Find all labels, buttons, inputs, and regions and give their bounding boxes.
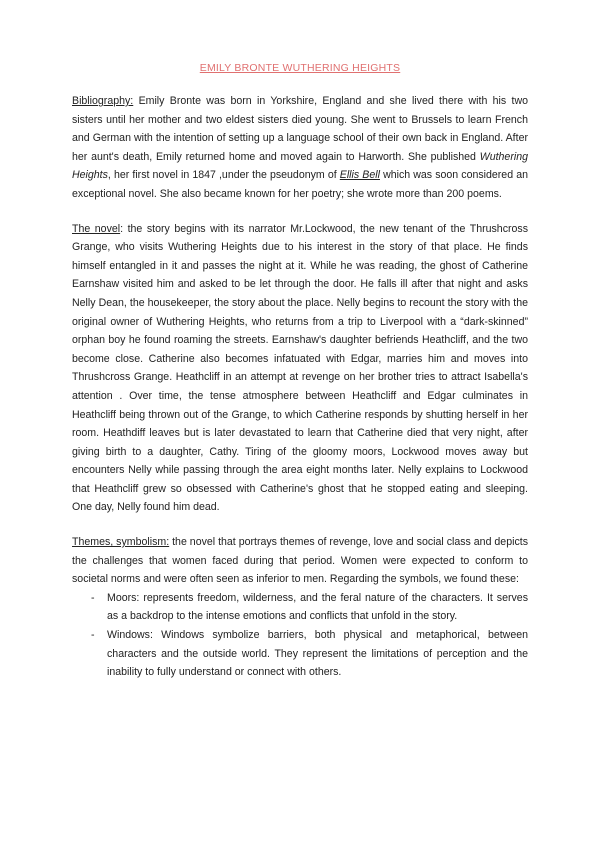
bibliography-text-3: which was soon considered an exceptional novel. She also became known for her poetry; she wrote more than 200 poems. — [72, 169, 528, 200]
list-bullet: - — [91, 591, 95, 604]
list-bullet: - — [91, 629, 95, 642]
book-title: Wuthering Heights — [72, 150, 528, 182]
bibliography-text-2: , her first novel in 1847 ,under the pseudonym of — [107, 169, 340, 182]
themes-paragraph — [72, 533, 528, 589]
novel-heading: The novel — [72, 222, 121, 235]
bibliography-heading: Bibliography: — [72, 95, 134, 107]
document-page — [72, 62, 528, 682]
list-item — [72, 589, 528, 626]
pseudonym: Ellis Bell — [339, 169, 380, 182]
list-item-text: Moors: represents freedom, wilderness, and the feral nature of the characters. It serves as a backdrop to the intense emotions and conflicts that unfold in the story. — [107, 591, 528, 623]
novel-paragraph — [72, 220, 528, 518]
themes-text: the novel that portrays themes of revenge, love and social class and depicts the challenges that women faced during that period. Women were expected to conform to societal norms and were often seen as inferior to men. Regarding the symbols, we found these: — [72, 536, 528, 586]
document-title: EMILY BRONTE WUTHERING HEIGHTS — [199, 62, 401, 74]
list-item-text: Windows: Windows symbolize barriers, both physical and metaphorical, between characters and the outside world. They represent the limitations of perception and the inability to fully understand or connect with others. — [107, 629, 528, 679]
list-item — [72, 626, 528, 682]
bibliography-paragraph — [72, 92, 528, 204]
novel-text: : the story begins with its narrator Mr.Lockwood, the new tenant of the Thrushcross Grange, who visits Wuthering Heights due to his interest in the story of that place. He finds himself entangled in it and passes the night at it. While he was reading, the ghost of Catherine Earnshaw visited him and asked to be let through the door. He falls ill after that night and asks Nelly Dean, the housekeeper, the story about the place. Nelly begins to recount the story with the original owner of Wuthering Heights, who returns from a trip to Liverpool with a “dark-skinned” orphan boy he found roaming the streets. Earnshaw's daughter befriends Heathcliff, and the two become close. Catherine also becomes infatuated with Edgar, marries him and moves into Thrushcross Grange. Heathcliff in an attempt at revenge on her brother tries to attract Isabella's attention . Over time, the tense atmosphere between Heathcliff and Edgar culminates in Heathcliff being thrown out of the Grange, to which Catherine responds by shutting herself in her room. Heathdiff leaves but is later devastated to learn that Catherine died that very night, after giving birth to a daughter, Cathy. Tiring of the gloomy moors, Lockwood moves away but encounters Nelly while passing through the area eight months later. Nelly explains to Lockwood that Heathcliff grew so obsessed with Catherine's ghost that he stopped eating and sleeping. One day, Nelly found him dead. — [72, 222, 528, 514]
symbols-list — [72, 589, 528, 682]
bibliography-text-1: Emily Bronte was born in Yorkshire, England and she lived there with his two sisters until her mother and two eldest sisters died young. She went to Brussels to learn French and German with the intention of setting up a language school of their own back in England. After her aunt's death, Emily returned home and moved again to Harworth. She published — [72, 95, 528, 163]
themes-heading: Themes, symbolism: — [72, 536, 170, 549]
